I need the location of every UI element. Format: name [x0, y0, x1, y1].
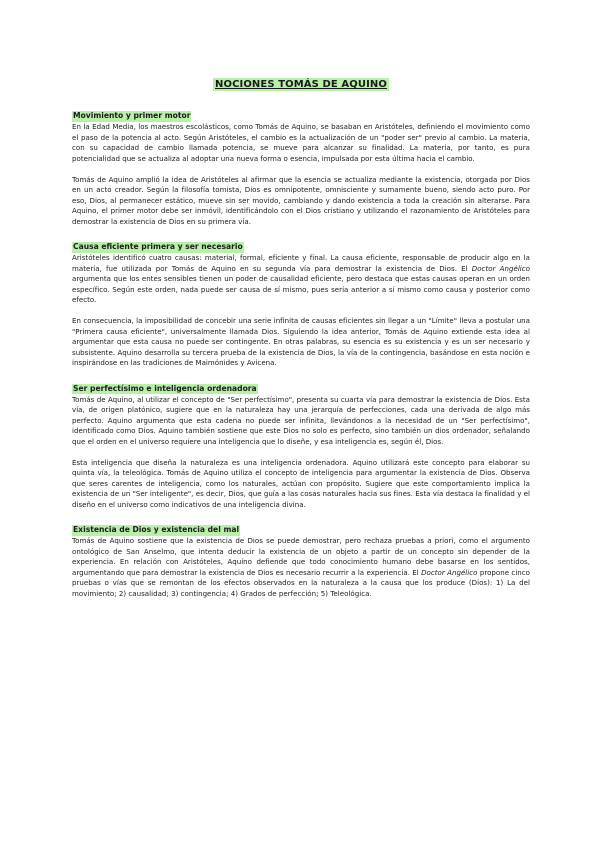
section-heading: Existencia de Dios y existencia del mal [73, 525, 240, 534]
section-heading: Movimiento y primer motor [73, 111, 191, 120]
section-heading: Ser perfectísimo e inteligencia ordenadora [73, 383, 257, 393]
document-page [72, 72, 530, 599]
title-wrap [72, 72, 530, 91]
paragraph: En la Edad Media, los maestros escolásticos, como Tomás de Aquino, se basaban en Aristóteles, definiendo el movimiento como el paso de la potencia al acto. Según Aristóteles, el cambio es la actualización de un "poder ser" previo al cambio. La materia, con su capacidad de cambio llamada potencia, se mueve para alcanzar su finalidad. La materia, por tanto, es pura potencialidad que se actualiza al adoptar una nueva forma o esencia, impulsada por esta última hacia el cambio. [72, 122, 530, 163]
emphasis: Doctor Angélico [471, 263, 530, 273]
paragraph: Tomás de Aquino amplió la idea de Aristóteles al afirmar que la esencia se actualiza mediante la existencia, otorgada por Dios en un acto creador. Según la filosofía tomista, Dios es omnipotente, omnisciente y sumamente bueno, siendo acto puro. Por eso, Dios, al permanecer estático, mueve sin ser movido, cambiando y dando existencia a toda la creación sin alterarse. Para Aquino, el primer motor debe ser inmóvil, identificándolo con el Dios cristiano y utilizando el razonamiento de Aristóteles para demostrar la existencia de Dios en su primera vía. [72, 174, 530, 226]
section-ser-perfectisimo [72, 376, 530, 511]
paragraph: En consecuencia, la imposibilidad de concebir una serie infinita de causas eficientes sin llegar a un "Límite" lleva a postular una "Primera causa eficiente", universalmente llamada Dios. Siguiendo la idea anterior, Tomás de Aquino extiende esta idea al argumentar que esta causa no puede ser contingente. En otras palabras, su esencia es su existencia y es un ser necesario y subsistente. Aquino desarrolla su tercera prueba de la existencia de Dios, la vía de la contingencia, basándose en esta noción e inspirándose en las tradiciones de Maimónides y Avicena. [72, 316, 530, 367]
emphasis: Doctor Angélico [421, 567, 478, 577]
paragraph: Tomás de Aquino, al utilizar el concepto de "Ser perfectísimo", presenta su cuarta vía para demostrar la existencia de Dios. Esta vía, de origen platónico, sugiere que en la naturaleza hay una jerarquía de perfecciones, cada una derivada de algo más perfecto. Aquino argumenta que esta cadena no puede ser infinita, llevándonos a la necesidad de un "Ser perfectísimo", identificado como Dios. Aquino también sostiene que este Dios no solo es perfecto, sino también un dios ordenador, señalando que el orden en el universo requiere una inteligencia que lo diseñe, y esa inteligencia es, según él, Dios. [72, 394, 530, 446]
section-causa-eficiente [72, 234, 530, 369]
section-existencia-dios [72, 517, 530, 599]
document-title: NOCIONES TOMÁS DE AQUINO [215, 79, 387, 90]
section-movimiento [72, 103, 530, 227]
paragraph: Tomás de Aquino sostiene que la existencia de Dios se puede demostrar, pero rechaza pruebas a priori, como el argumento ontológico de San Anselmo, que intenta deducir la existencia de un objeto a partir de un concepto sin depender de la experiencia. En relación con Aristóteles, Aquino defiende que todo conocimiento humano debe basarse en los sentidos, argumentando que para demostrar la existencia de Dios es necesario recurrir a la experiencia. El Doctor Angélico propone cinco pruebas o vías que se remontan de los efectos observados en la naturaleza a la causa que los produce (Dios): 1) La del movimiento; 2) causalidad; 3) contingencia; 4) Grados de perfección; 5) Teleológica. [72, 536, 531, 598]
section-heading: Causa eficiente primera y ser necesario [73, 242, 243, 251]
paragraph: Esta inteligencia que diseña la naturaleza es una inteligencia ordenadora. Aquino utilizará este concepto para elaborar su quinta vía, la teleológica. Tomás de Aquino utiliza el concepto de inteligencia para argumentar la existencia de Dios. Observa que seres carentes de inteligencia, como los naturales, actúan con propósito. Sugiere que este comportamiento implica la existencia de un "Ser inteligente", es decir, Dios, que guía a las cosas naturales hacia sus fines. Esta vía destaca la finalidad y el diseño en el universo como indicativos de una inteligencia divina. [72, 457, 530, 509]
paragraph: Aristóteles identificó cuatro causas: material, formal, eficiente y final. La causa eficiente, responsable de producir algo en la materia, fue utilizada por Tomás de Aquino en su segunda vía para demostrar la existencia de Dios. El Doctor Angélico argumenta que los entes sensibles tienen un poder de causalidad eficiente, pero destaca que estas causas operan en un orden específico. Según este orden, nada puede ser causa de sí mismo, pues sería anterior a sí mismo como causa y posterior como efecto. [72, 253, 530, 304]
